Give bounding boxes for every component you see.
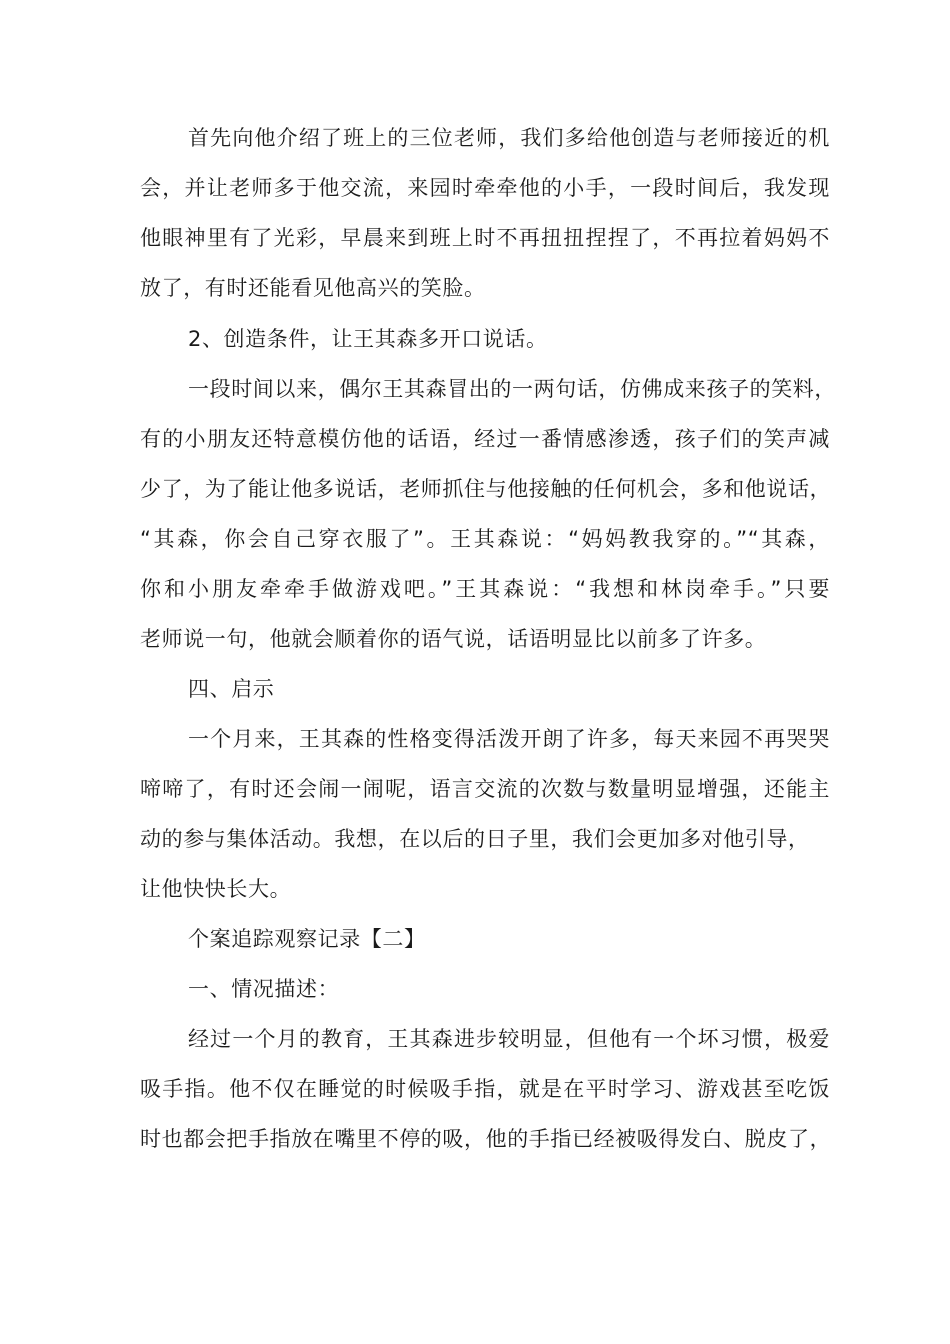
paragraph-line: 吸手指。他不仅在睡觉的时候吸手指，就是在平时学习、游戏甚至吃饭 <box>140 1077 830 1101</box>
paragraph-line: 一段时间以来，偶尔王其森冒出的一两句话，仿佛成来孩子的笑料， <box>188 377 836 401</box>
paragraph-line: 有的小朋友还特意模仿他的话语，经过一番情感渗透，孩子们的笑声减 <box>140 427 830 451</box>
section-heading: 2、创造条件，让王其森多开口说话。 <box>188 327 548 351</box>
paragraph-line: “其森，你会自己穿衣服了”。王其森说：“妈妈教我穿的。”“其森， <box>140 527 830 551</box>
paragraph-line: 会，并让老师多于他交流，来园时牵牵他的小手，一段时间后，我发现 <box>140 176 830 200</box>
paragraph-line: 首先向他介绍了班上的三位老师，我们多给他创造与老师接近的机 <box>188 126 830 150</box>
paragraph-line: 一个月来，王其森的性格变得活泼开朗了许多，每天来园不再哭哭 <box>188 727 830 751</box>
paragraph-line: 动的参与集体活动。我想，在以后的日子里，我们会更加多对他引导， <box>140 827 810 851</box>
section-heading: 四、启示 <box>188 677 275 701</box>
paragraph-line: 你和小朋友牵牵手做游戏吧。”王其森说：“我想和林岗牵手。”只要 <box>140 577 830 601</box>
paragraph-line: 时也都会把手指放在嘴里不停的吸，他的手指已经被吸得发白、脱皮了， <box>140 1127 832 1151</box>
paragraph-line: 放了，有时还能看见他高兴的笑脸。 <box>140 276 486 300</box>
paragraph-line: 让他快快长大。 <box>140 877 292 901</box>
record-title: 个案追踪观察记录【二】 <box>188 927 426 951</box>
paragraph-line: 经过一个月的教育，王其森进步较明显，但他有一个坏习惯，极爱 <box>188 1027 830 1051</box>
paragraph-line: 他眼神里有了光彩，早晨来到班上时不再扭扭捏捏了，不再拉着妈妈不 <box>140 226 830 250</box>
section-heading: 一、情况描述： <box>188 977 340 1001</box>
paragraph-line: 啼啼了，有时还会闹一闹呢，语言交流的次数与数量明显增强，还能主 <box>140 777 830 801</box>
paragraph-line: 老师说一句，他就会顺着你的语气说，话语明显比以前多了许多。 <box>140 627 767 651</box>
paragraph-line: 少了，为了能让他多说话，老师抓住与他接触的任何机会，多和他说话， <box>140 477 832 501</box>
